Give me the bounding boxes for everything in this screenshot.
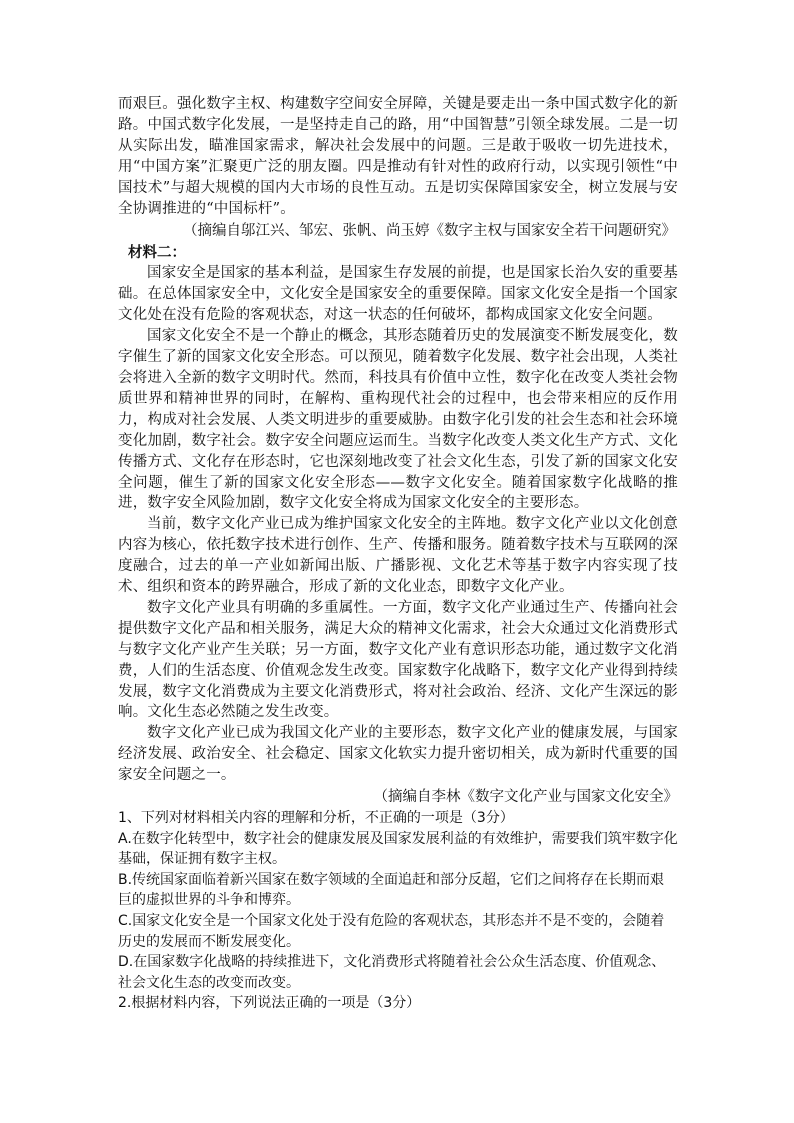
paragraph-national-security: 国家安全是国家的基本利益，是国家生存发展的前提，也是国家长治久安的重要基础。在总体国家安全中，文化安全是国家安全的重要保障。国家文化安全是指一个国家文化处在没有危险的客观状态，对这一状态的任何破坏，都构成国家文化安全问题。	[118, 265, 678, 324]
document-body	[118, 94, 678, 1014]
question-one-stem: 1、下列对材料相关内容的理解和分析，不正确的一项是（3分）	[118, 810, 514, 827]
paragraph-cultural-security-form: 国家文化安全不是一个静止的概念，其形态随着历史的发展演变不断发展变化，数字催生了新的国家文化安全形态。可以预见，随着数字化发展、数字社会出现，人类社会将进入全新的数字文明时代。然而，科技具有价值中立性，数字化在改变人类社会物质世界和精神世界的同时，在解构、重构现代社会的过程中，也会带来相应的反作用力，构成对社会发展、人类文明进步的重要威胁。由数字化引发的社会生态和社会环境变化加剧，数字社会。数字安全问题应运而生。当数字化改变人类文化生产方式、文化传播方式、文化存在形态时，它也深刻地改变了社会文化生态，引发了新的国家文化安全问题，催生了新的国家文化安全形态——数字文化安全。随着国家数字化战略的推进，数字安全风险加剧，数字文化安全将成为国家文化安全的主要形态。	[118, 328, 678, 512]
question-one-option-c: C.国家文化安全是一个国家文化处于没有危险的客观状态，其形态并不是不变的，会随着历史的发展而不断发展变化。	[118, 913, 665, 950]
question-one-option-a: A.在数字化转型中，数字社会的健康发展及国家发展利益的有效维护，需要我们筑牢数字化基础，保证拥有数字主权。	[118, 830, 678, 868]
paragraph-multiple-attributes: 数字文化产业具有明确的多重属性。一方面，数字文化产业通过生产、传播向社会提供数字文化产品和相关服务，满足大众的精神文化需求，社会大众通过文化消费形式与数字文化产业产生关联；另一方面，数字文化产业有意识形态功能，通过数字文化消费，人们的生活态度、价值观念发生改变。国家数字化战略下，数字文化产业得到持续发展，数字文化消费成为主要文化消费形式，将对社会政治、经济、文化产生深远的影响。文化生态必然随之发生改变。	[118, 599, 678, 721]
question-two-stem: 2.根据材料内容，下列说法正确的一项是（3分）	[118, 995, 421, 1012]
source-citation-one: （摘编自邬江兴、邹宏、张帆、尚玉婷《数字主权与国家安全若干问题研究》	[183, 223, 676, 240]
paragraph-material-one-end: 而艰巨。强化数字主权、构建数字空间安全屏障，关键是要走出一条中国式数字化的新路。中国式数字化发展，一是坚持走自己的路，用“中国智慧”引领全球发展。二是一切从实际出发，瞄准国家需求，解决社会发展中的问题。三是敢于吸收一切先进技术，用“中国方案”汇聚更广泛的朋友圈。四是推动有针对性的政府行动，以实现引领性“中国技术”与超大规模的国内大市场的良性互动。五是切实保障国家安全，树立发展与安全协调推进的“中国标杆”。	[118, 96, 678, 217]
material-two-heading: 材料二：	[128, 244, 186, 262]
source-citation-two: （摘编自李林《数字文化产业与国家文化安全》	[373, 789, 678, 806]
paragraph-main-form: 数字文化产业已成为我国文化产业的主要形态，数字文化产业的健康发展，与国家经济发展、政治安全、社会稳定、国家文化软实力提升密切相关，成为新时代重要的国家安全问题之一。	[118, 725, 678, 784]
paragraph-digital-culture-industry: 当前，数字文化产业已成为维护国家文化安全的主阵地。数字文化产业以文化创意内容为核心，依托数字技术进行创作、生产、传播和服务。随着数字技术与互联网的深度融合，过去的单一产业如新闻出版、广播影视、文化艺术等基于数字内容实现了技术、组织和资本的跨界融合，形成了新的文化业态，即数字文化产业。	[118, 516, 678, 596]
question-one-option-d: D.在国家数字化战略的持续推进下，文化消费形式将随着社会公众生活态度、价值观念、社会文化生态的改变而改变。	[118, 954, 666, 991]
question-one-option-b: B.传统国家面临着新兴国家在数字领域的全面追赶和部分反超，它们之间将存在长期而艰巨的虚拟世界的斗争和博弈。	[118, 871, 665, 909]
